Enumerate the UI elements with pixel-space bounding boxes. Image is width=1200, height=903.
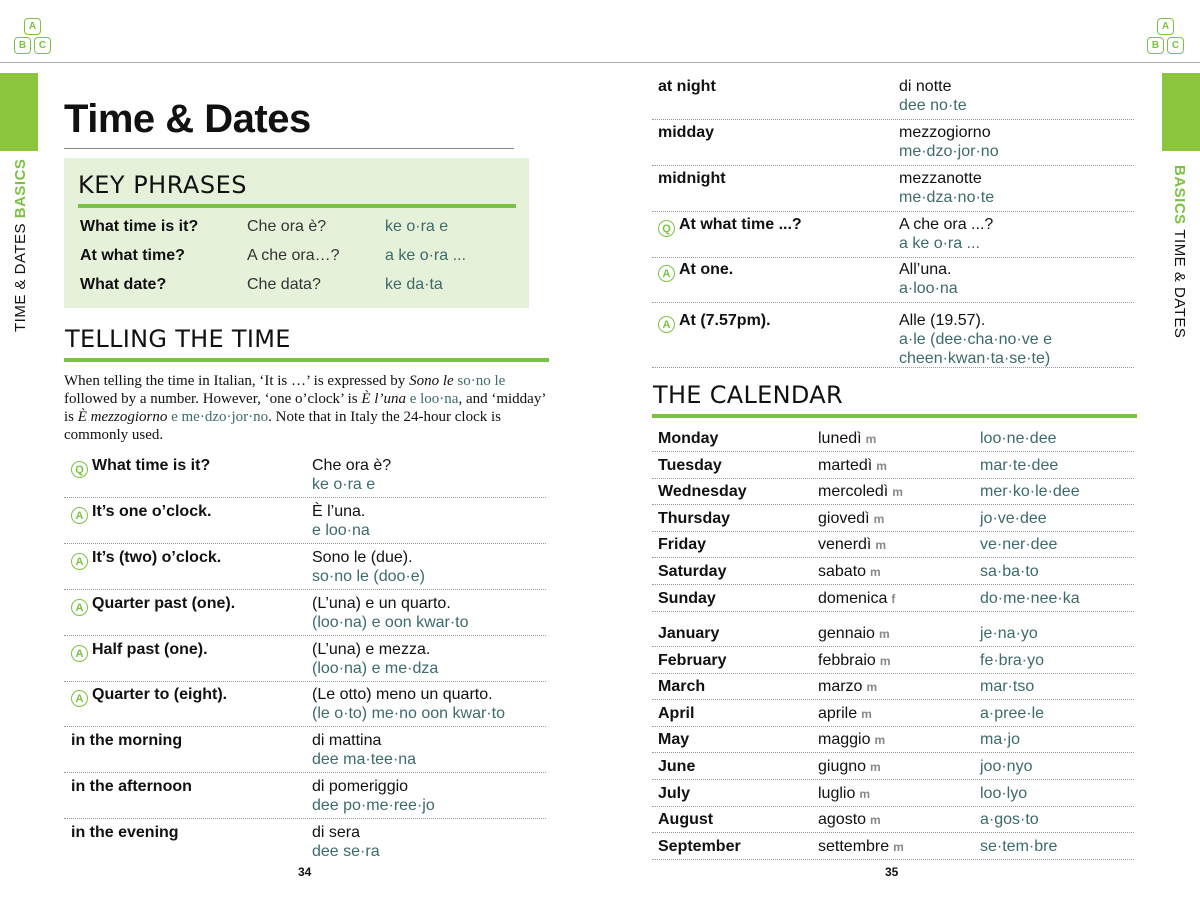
pronunciation: se·tem·bre	[980, 837, 1058, 855]
top-rule	[600, 62, 1200, 63]
english-name: June	[658, 758, 696, 775]
italian-name	[818, 785, 870, 803]
section-tab	[1162, 73, 1200, 151]
calendar-row	[658, 536, 1138, 563]
pronunciation: ve·ner·dee	[980, 536, 1058, 554]
italian-word: lunedì	[818, 430, 862, 447]
pronunciation: fe·bra·yo	[980, 651, 1045, 669]
row-divider	[652, 557, 1134, 558]
english-phrase	[71, 824, 179, 842]
calendar-row	[658, 430, 1138, 457]
calendar-row	[658, 652, 1138, 679]
gender-marker: m	[878, 627, 890, 641]
gender-marker: m	[870, 813, 881, 828]
english-text: in the afternoon	[71, 778, 192, 795]
gender-marker: m	[874, 733, 886, 748]
english-name: September	[658, 837, 741, 855]
pronunciation: joo·nyo	[980, 758, 1033, 775]
row-divider	[652, 478, 1134, 479]
answer-icon: A	[71, 507, 88, 524]
english-text: What time is it?	[92, 457, 211, 474]
question-icon: Q	[658, 220, 675, 237]
calendar-row	[658, 625, 1138, 652]
italian-phrase: (L’una) e un quarto.	[312, 595, 451, 612]
italian-word: giugno	[818, 758, 867, 775]
italian-name	[818, 625, 890, 643]
calendar-row	[658, 758, 1138, 785]
row-divider	[64, 635, 546, 636]
row-divider	[652, 611, 1134, 612]
english-text: Half past (one).	[92, 641, 208, 658]
row-divider	[652, 673, 1134, 674]
row-divider	[652, 451, 1134, 452]
section-tab	[0, 73, 38, 151]
english-phrase	[71, 732, 182, 750]
calendar-row	[658, 705, 1138, 732]
english-phrase	[658, 261, 733, 282]
heading-bar	[652, 414, 1137, 418]
english-name: May	[658, 731, 690, 749]
gender-marker: m	[870, 760, 881, 774]
italian-phrase: Che ora è?	[312, 457, 392, 474]
gender-marker: m	[873, 511, 885, 526]
row-divider	[652, 832, 1134, 833]
english-phrase	[71, 641, 208, 662]
pronunciation: (loo·na) e oon kwar·to	[312, 614, 469, 631]
row-divider	[652, 584, 1134, 585]
gender-marker: m	[893, 839, 904, 854]
pronunciation: a ke o·ra ...	[899, 235, 980, 252]
row-divider	[652, 257, 1134, 258]
pronunciation: loo·ne·dee	[980, 430, 1057, 447]
english-phrase	[71, 457, 210, 478]
page-title: Time & Dates	[64, 97, 311, 141]
english-text: At what time ...?	[679, 216, 802, 233]
heading-bar	[64, 358, 549, 362]
english-phrase	[71, 549, 221, 570]
italian-word: giovedì	[818, 509, 870, 527]
row-divider	[652, 302, 1134, 303]
pronunciation: a·loo·na	[899, 280, 958, 297]
english-text: It’s (two) o’clock.	[92, 549, 222, 566]
italian-name	[818, 705, 872, 723]
italian-word: venerdì	[818, 536, 872, 554]
calendar-heading: THE CALENDAR	[653, 381, 843, 409]
english-phrase	[71, 686, 227, 707]
english-text: in the morning	[71, 732, 183, 749]
english-name: April	[658, 704, 695, 722]
english-text: At (7.57pm).	[679, 312, 771, 329]
english-name: Monday	[658, 430, 719, 447]
telling-time-heading: TELLING THE TIME	[65, 325, 291, 353]
english-phrase	[658, 124, 714, 142]
italian-phrase: Alle (19.57).	[899, 312, 986, 329]
row-divider	[64, 818, 546, 819]
row-divider	[64, 589, 546, 590]
italian-word: gennaio	[818, 625, 875, 642]
gender-marker: m	[870, 565, 881, 579]
calendar-row	[658, 510, 1138, 537]
gender-marker: m	[866, 680, 878, 695]
pronunciation: so·no le (doo·e)	[312, 568, 425, 585]
italian-name	[818, 678, 877, 696]
calendar-row	[658, 838, 1138, 865]
english-text: Quarter to (eight).	[92, 686, 228, 703]
calendar-row	[658, 785, 1138, 812]
calendar-row	[658, 483, 1138, 510]
pronunciation: me·dza·no·te	[899, 189, 995, 206]
pronunciation: a·le (dee·cha·no·ve e	[899, 331, 1052, 348]
english-text: It’s one o’clock.	[92, 503, 212, 520]
italian-name	[818, 510, 884, 528]
gender-marker: m	[879, 653, 891, 668]
calendar-row	[658, 811, 1138, 838]
pronunciation: mar·te·dee	[980, 456, 1059, 474]
pronunciation: mar·tso	[980, 678, 1035, 696]
english-name: Tuesday	[658, 456, 722, 474]
italian-phrase: A che ora ...?	[899, 216, 994, 233]
pronunciation: do·me·nee·ka	[980, 589, 1080, 607]
italian-name	[818, 483, 903, 501]
answer-icon: A	[658, 316, 675, 333]
row-divider	[652, 504, 1134, 505]
pronunciation: dee se·ra	[312, 843, 380, 860]
italian-phrase: di pomeriggio	[312, 778, 409, 795]
gender-marker: m	[875, 538, 887, 553]
english-phrase	[658, 78, 716, 96]
english-name: August	[658, 811, 714, 829]
english-name: Friday	[658, 536, 707, 554]
italian-word: maggio	[818, 731, 871, 749]
italian-phrase: mezzogiorno	[899, 124, 991, 141]
row-divider	[652, 806, 1134, 807]
english-text: At one.	[679, 261, 734, 278]
abc-blocks-icon: A B C	[1145, 18, 1185, 56]
answer-icon: A	[658, 265, 675, 282]
page-number: 35	[885, 865, 899, 879]
pronunciation: dee ma·tee·na	[312, 751, 417, 768]
english-name: January	[658, 625, 720, 642]
italian-name	[818, 758, 881, 776]
pronunciation: a·pree·le	[980, 704, 1045, 722]
italian-phrase: È l’una.	[312, 503, 366, 520]
row-divider	[652, 752, 1134, 753]
key-phrases-box: KEY PHRASES What time is it? Che ora è? ke o·ra e At what time? A che ora…? a ke o·ra ... What date? Che data? ke da·ta	[64, 158, 529, 308]
row-divider	[64, 772, 546, 773]
abc-blocks-icon: A B C	[12, 18, 52, 56]
italian-word: settembre	[818, 837, 890, 855]
english-name: Wednesday	[658, 483, 747, 501]
italian-word: luglio	[818, 784, 856, 802]
question-icon: Q	[71, 461, 88, 478]
pronunciation: ke o·ra e	[312, 476, 376, 493]
row-divider	[64, 497, 546, 498]
vertical-section-title: TIME & DATES BASICS	[12, 158, 29, 332]
calendar-row	[658, 731, 1138, 758]
pronunciation: je·na·yo	[980, 625, 1038, 642]
english-name: Sunday	[658, 589, 716, 607]
row-divider	[652, 859, 1134, 860]
pronunciation: a·gos·to	[980, 811, 1039, 829]
italian-word: sabato	[818, 563, 867, 580]
answer-icon: A	[71, 645, 88, 662]
italian-word: mercoledì	[818, 483, 889, 501]
english-phrase	[658, 312, 771, 333]
pronunciation: dee no·te	[899, 97, 967, 114]
italian-word: martedì	[818, 456, 873, 474]
gender-marker: m	[861, 706, 872, 721]
english-text: in the evening	[71, 824, 179, 841]
italian-word: marzo	[818, 678, 863, 696]
italian-name	[818, 457, 887, 475]
answer-icon: A	[71, 690, 88, 707]
row-divider	[652, 646, 1134, 647]
english-text: at night	[658, 78, 716, 95]
italian-name	[818, 430, 876, 448]
key-phrases-heading: KEY PHRASES	[78, 171, 247, 199]
gender-marker: m	[865, 432, 877, 446]
gender-marker: f	[891, 591, 896, 606]
calendar-row	[658, 590, 1138, 617]
english-phrase	[658, 216, 802, 237]
heading-bar	[78, 204, 516, 208]
english-text: midday	[658, 124, 715, 141]
pronunciation: dee po·me·ree·jo	[312, 797, 435, 814]
pronunciation: me·dzo·jor·no	[899, 143, 999, 160]
answer-icon: A	[71, 599, 88, 616]
pronunciation: ma·jo	[980, 731, 1021, 749]
intro-paragraph: When telling the time in Italian, ‘It is …’ is expressed by Sono le so·no le followed by a number. However, ‘one o’clock’ is È l’una e loo·na, and ‘midday’ is È mezzogiorno e me·dzo·jor·no. Note that in Italy the 24-hour clock is commonly used.	[64, 373, 546, 443]
row-divider	[652, 165, 1134, 166]
english-phrase	[658, 170, 726, 188]
english-name: March	[658, 678, 706, 696]
pronunciation-line-2: cheen·kwan·ta·se·te)	[899, 350, 1051, 367]
gender-marker: m	[859, 786, 871, 801]
italian-phrase: di sera	[312, 824, 361, 841]
italian-word: aprile	[818, 704, 858, 722]
italian-name	[818, 731, 885, 749]
italian-name	[818, 838, 904, 856]
pronunciation: mer·ko·le·dee	[980, 483, 1080, 501]
italian-name	[818, 563, 881, 581]
italian-name	[818, 652, 891, 670]
italian-name	[818, 590, 895, 608]
english-phrase	[71, 503, 211, 524]
row-divider	[652, 119, 1134, 120]
vertical-section-title: BASICS TIME & DATES	[1171, 165, 1188, 339]
calendar-row	[658, 678, 1138, 705]
english-name: February	[658, 651, 727, 669]
gender-marker: m	[892, 485, 903, 500]
pronunciation: jo·ve·dee	[980, 509, 1047, 527]
italian-phrase: (L’una) e mezza.	[312, 641, 431, 658]
italian-phrase: mezzanotte	[899, 170, 982, 187]
top-rule	[0, 62, 600, 63]
row-divider	[652, 367, 1134, 368]
italian-phrase: (Le otto) meno un quarto.	[312, 686, 493, 703]
calendar-row	[658, 457, 1138, 484]
italian-word: agosto	[818, 811, 867, 829]
row-divider	[64, 681, 546, 682]
pronunciation: loo·lyo	[980, 784, 1028, 802]
italian-phrase: Sono le (due).	[312, 549, 413, 566]
english-phrase	[71, 778, 192, 796]
english-name: Thursday	[658, 509, 731, 527]
row-divider	[652, 779, 1134, 780]
pronunciation: (loo·na) e me·dza	[312, 660, 439, 677]
italian-name	[818, 811, 881, 829]
row-divider	[652, 211, 1134, 212]
row-divider	[64, 726, 546, 727]
pronunciation: sa·ba·to	[980, 563, 1039, 580]
italian-phrase: All’una.	[899, 261, 952, 278]
answer-icon: A	[71, 553, 88, 570]
italian-name	[818, 536, 886, 554]
page-number: 34	[298, 865, 312, 879]
row-divider	[652, 531, 1134, 532]
italian-word: febbraio	[818, 651, 876, 669]
english-name: July	[658, 784, 691, 802]
italian-word: domenica	[818, 589, 888, 607]
gender-marker: m	[876, 458, 887, 473]
row-divider	[652, 699, 1134, 700]
english-name: Saturday	[658, 563, 727, 580]
pronunciation: e loo·na	[312, 522, 370, 539]
calendar-row	[658, 563, 1138, 590]
english-text: Quarter past (one).	[92, 595, 236, 612]
english-phrase	[71, 595, 235, 616]
row-divider	[652, 726, 1134, 727]
pronunciation: (le o·to) me·no oon kwar·to	[312, 705, 505, 722]
italian-phrase: di mattina	[312, 732, 382, 749]
title-rule	[64, 148, 514, 149]
italian-phrase: di notte	[899, 78, 952, 95]
row-divider	[64, 543, 546, 544]
english-text: midnight	[658, 170, 726, 187]
